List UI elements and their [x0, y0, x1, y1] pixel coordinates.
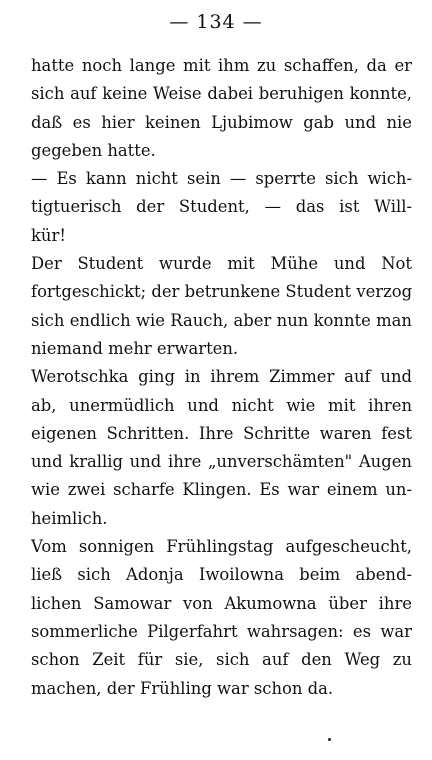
text-line: — Es kann nicht sein — sperrte sich wich-: [31, 169, 412, 189]
text-line: Werotschka ging in ihrem Zimmer auf und: [31, 367, 412, 387]
print-speck: [328, 738, 331, 741]
text-line: lichen Samowar von Akumowna über ihre: [31, 593, 412, 613]
text-line: sich auf keine Weise dabei beruhigen konnte,: [31, 84, 412, 104]
text-line: wie zwei scharfe Klingen. Es war einem un-: [31, 480, 412, 500]
text-line: fortgeschickt; der betrunkene Student verzog: [31, 282, 412, 302]
text-line: heimlich.: [31, 508, 108, 528]
text-line: tigtuerisch der Student, — das ist Will-: [31, 197, 412, 217]
text-line: kür!: [31, 225, 66, 245]
text-line: machen, der Frühling war schon da.: [31, 678, 334, 698]
text-line: sich endlich wie Rauch, aber nun konnte man: [31, 310, 412, 330]
text-line: ab, unermüdlich und nicht wie mit ihren: [31, 395, 412, 415]
body-text: [31, 52, 412, 703]
text-line: Vom sonnigen Frühlingstag aufgescheucht,: [31, 537, 412, 557]
text-line: ließ sich Adonja Iwoilowna beim abend-: [31, 565, 412, 585]
page-number: — 134 —: [169, 11, 263, 33]
text-line: Der Student wurde mit Mühe und Not: [31, 254, 412, 274]
text-line: daß es hier keinen Ljubimow gab und nie: [31, 112, 412, 132]
text-line: und krallig und ihre „unverschämten" Augen: [31, 452, 412, 472]
text-line: gegeben hatte.: [31, 140, 156, 160]
text-line: eigenen Schritten. Ihre Schritte waren fest: [31, 423, 412, 443]
text-line: schon Zeit für sie, sich auf den Weg zu: [31, 650, 412, 670]
text-line: sommerliche Pilgerfahrt wahrsagen: es war: [31, 621, 412, 641]
text-line: niemand mehr erwarten.: [31, 338, 239, 358]
text-line: hatte noch lange mit ihm zu schaffen, da er: [31, 56, 412, 75]
